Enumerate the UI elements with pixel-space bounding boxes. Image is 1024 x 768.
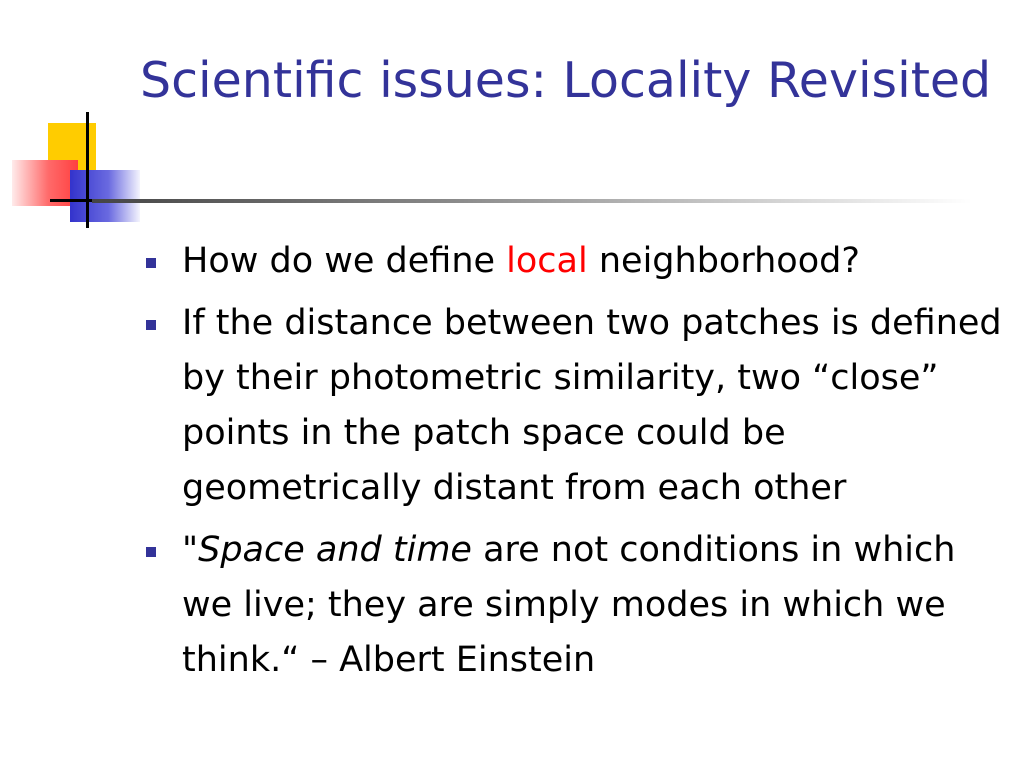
slide-title: Scientific issues: Locality Revisited <box>140 52 992 109</box>
bullet-text-after: neighborhood? <box>587 241 860 281</box>
slide-logo <box>0 0 160 240</box>
bullet-highlight-word: local <box>506 241 588 281</box>
logo-vertical-line <box>86 112 89 228</box>
bullet-marker <box>146 258 156 268</box>
bullet-text-before: How do we define <box>182 241 507 281</box>
bullet-list <box>144 234 1004 695</box>
bullet-item <box>144 234 1004 289</box>
bullet-marker <box>146 320 156 330</box>
quote-italic-phrase: Space and time <box>198 530 472 570</box>
bullet-item <box>144 296 1004 516</box>
quote-open-mark: " <box>182 530 199 570</box>
logo-blue-square <box>70 170 140 222</box>
quote-rest: are not conditions in which we live; they are simply modes in which we think.“ – Albert Einstein <box>182 530 956 680</box>
title-divider <box>92 199 972 203</box>
bullet-marker <box>146 547 156 557</box>
bullet-text: If the distance between two patches is defined by their photometric similarity, two “close” points in the patch space could be geometrically distant from each other <box>182 303 1002 508</box>
bullet-item <box>144 523 1004 688</box>
